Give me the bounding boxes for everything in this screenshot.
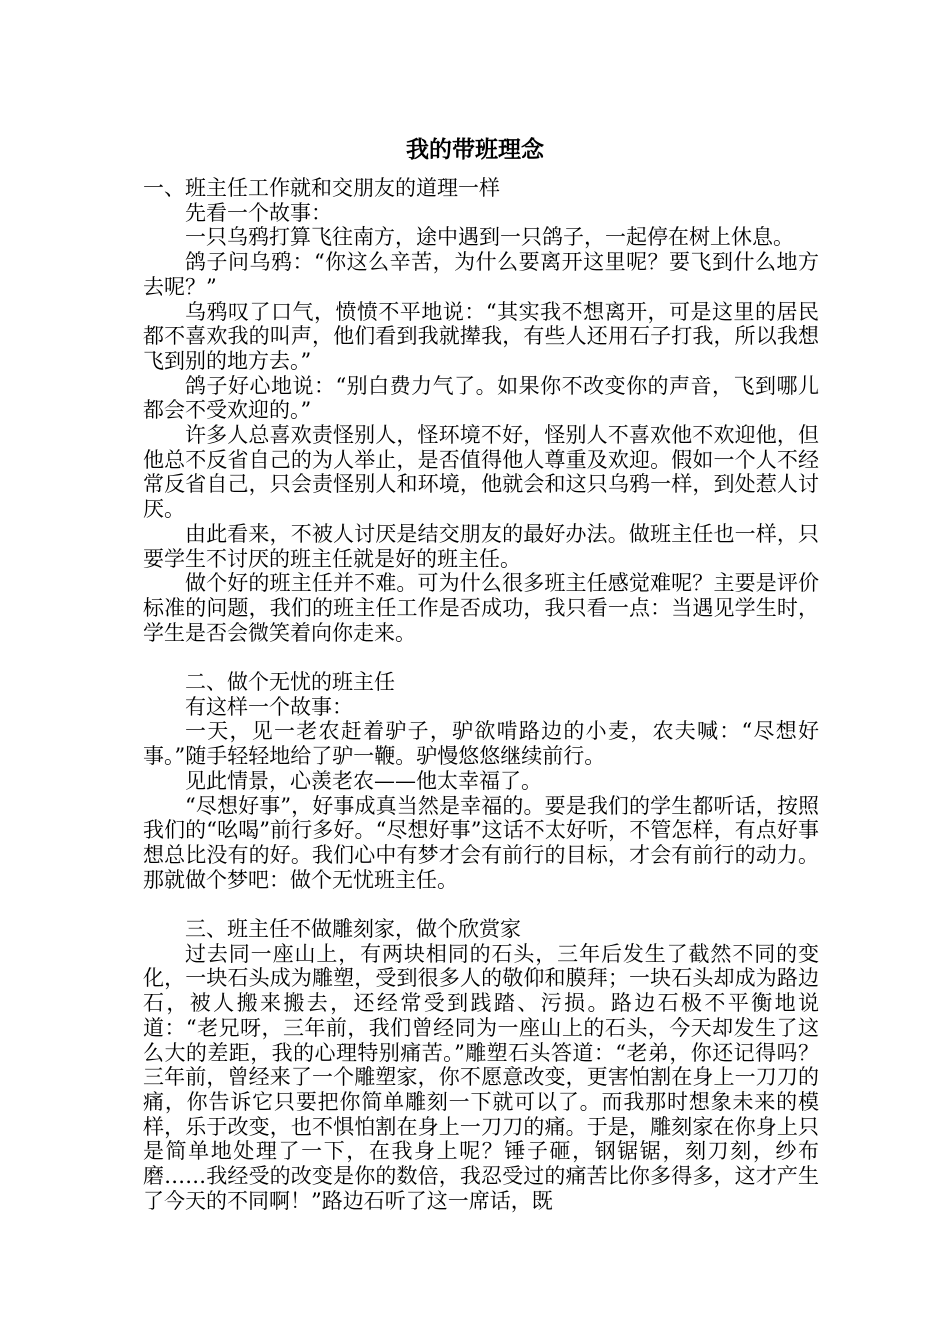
paragraph: 过去同一座山上，有两块相同的石头，三年后发生了截然不同的变化，一块石头成为雕塑，受到很多人的敬仰和膜拜；一块石头却成为路边石，被人搬来搬去，还经常受到践踏、污损。路边石极不平衡地说道：“老兄呀，三年前，我们曾经同为一座山上的石头，今天却发生了这么大的差距，我的心理特别痛苦。”雕塑石头答道：“老弟，你还记得吗？三年前，曾经来了一个雕塑家，你不愿意改变，更害怕割在身上一刀刀的痛，你告诉它只要把你简单雕刻一下就可以了。而我那时想象未来的模样，乐于改变，也不惧怕割在身上一刀刀的痛。于是，雕刻家在你身上只是简单地处理了一下，在我身上呢？锤子砸，钢锯锯，刻刀刻，纱布磨……我经受的改变是你的数倍，我忍受过的痛苦比你多得多，这才产生了今天的不同啊！”路边石听了这一席话，既 (143, 941, 819, 1213)
section-heading-3: 三、班主任不做雕刻家，做个欣赏家 (185, 917, 521, 942)
paragraph: 做个好的班主任并不难。可为什么很多班主任感觉难呢？主要是评价标准的问题，我们的班主任工作是否成功，我只看一点：当遇见学生时，学生是否会微笑着向你走来。 (143, 571, 819, 645)
document-body (143, 176, 819, 1214)
paragraph: 乌鸦叹了口气，愤愤不平地说：“其实我不想离开，可是这里的居民都不喜欢我的叫声，他们看到我就撵我，有些人还用石子打我，所以我想飞到别的地方去。” (143, 299, 819, 373)
paragraph: 一天，见一老农赶着驴子，驴欲啃路边的小麦，农夫喊：“尽想好事。”随手轻轻地给了驴一鞭。驴慢悠悠继续前行。 (143, 719, 819, 769)
paragraph: 由此看来，不被人讨厌是结交朋友的最好办法。做班主任也一样，只要学生不讨厌的班主任就是好的班主任。 (143, 521, 819, 571)
paragraph: 许多人总喜欢责怪别人，怪环境不好，怪别人不喜欢他不欢迎他，但他总不反省自己的为人举止，是否值得他人尊重及欢迎。假如一个人不经常反省自己，只会责怪别人和环境，他就会和这只乌鸦一样，到处惹人讨厌。 (143, 423, 819, 522)
paragraph: 鸽子问乌鸦：“你这么辛苦，为什么要离开这里呢？要飞到什么地方去呢？” (143, 250, 819, 299)
document-title: 我的带班理念 (406, 136, 544, 163)
section-heading-1: 一、班主任工作就和交朋友的道理一样 (143, 176, 500, 200)
paragraph: 见此情景，心羡老农——他太幸福了。 (185, 768, 542, 793)
paragraph: 先看一个故事： (185, 200, 332, 225)
paragraph: 有这样一个故事： (185, 694, 353, 719)
paragraph: “尽想好事”，好事成真当然是幸福的。要是我们的学生都听话，按照我们的“吆喝”前行多好。“尽想好事”这话不太好听，不管怎样，有点好事想总比没有的好。我们心中有梦才会有前行的目标，才会有前行的动力。那就做个梦吧：做个无忧班主任。 (143, 793, 819, 892)
paragraph: 鸽子好心地说：“别白费力气了。如果你不改变你的声音，飞到哪儿都会不受欢迎的。” (143, 373, 819, 423)
section-heading-2: 二、做个无忧的班主任 (185, 670, 395, 695)
paragraph: 一只乌鸦打算飞往南方，途中遇到一只鸽子，一起停在树上休息。 (185, 225, 794, 250)
